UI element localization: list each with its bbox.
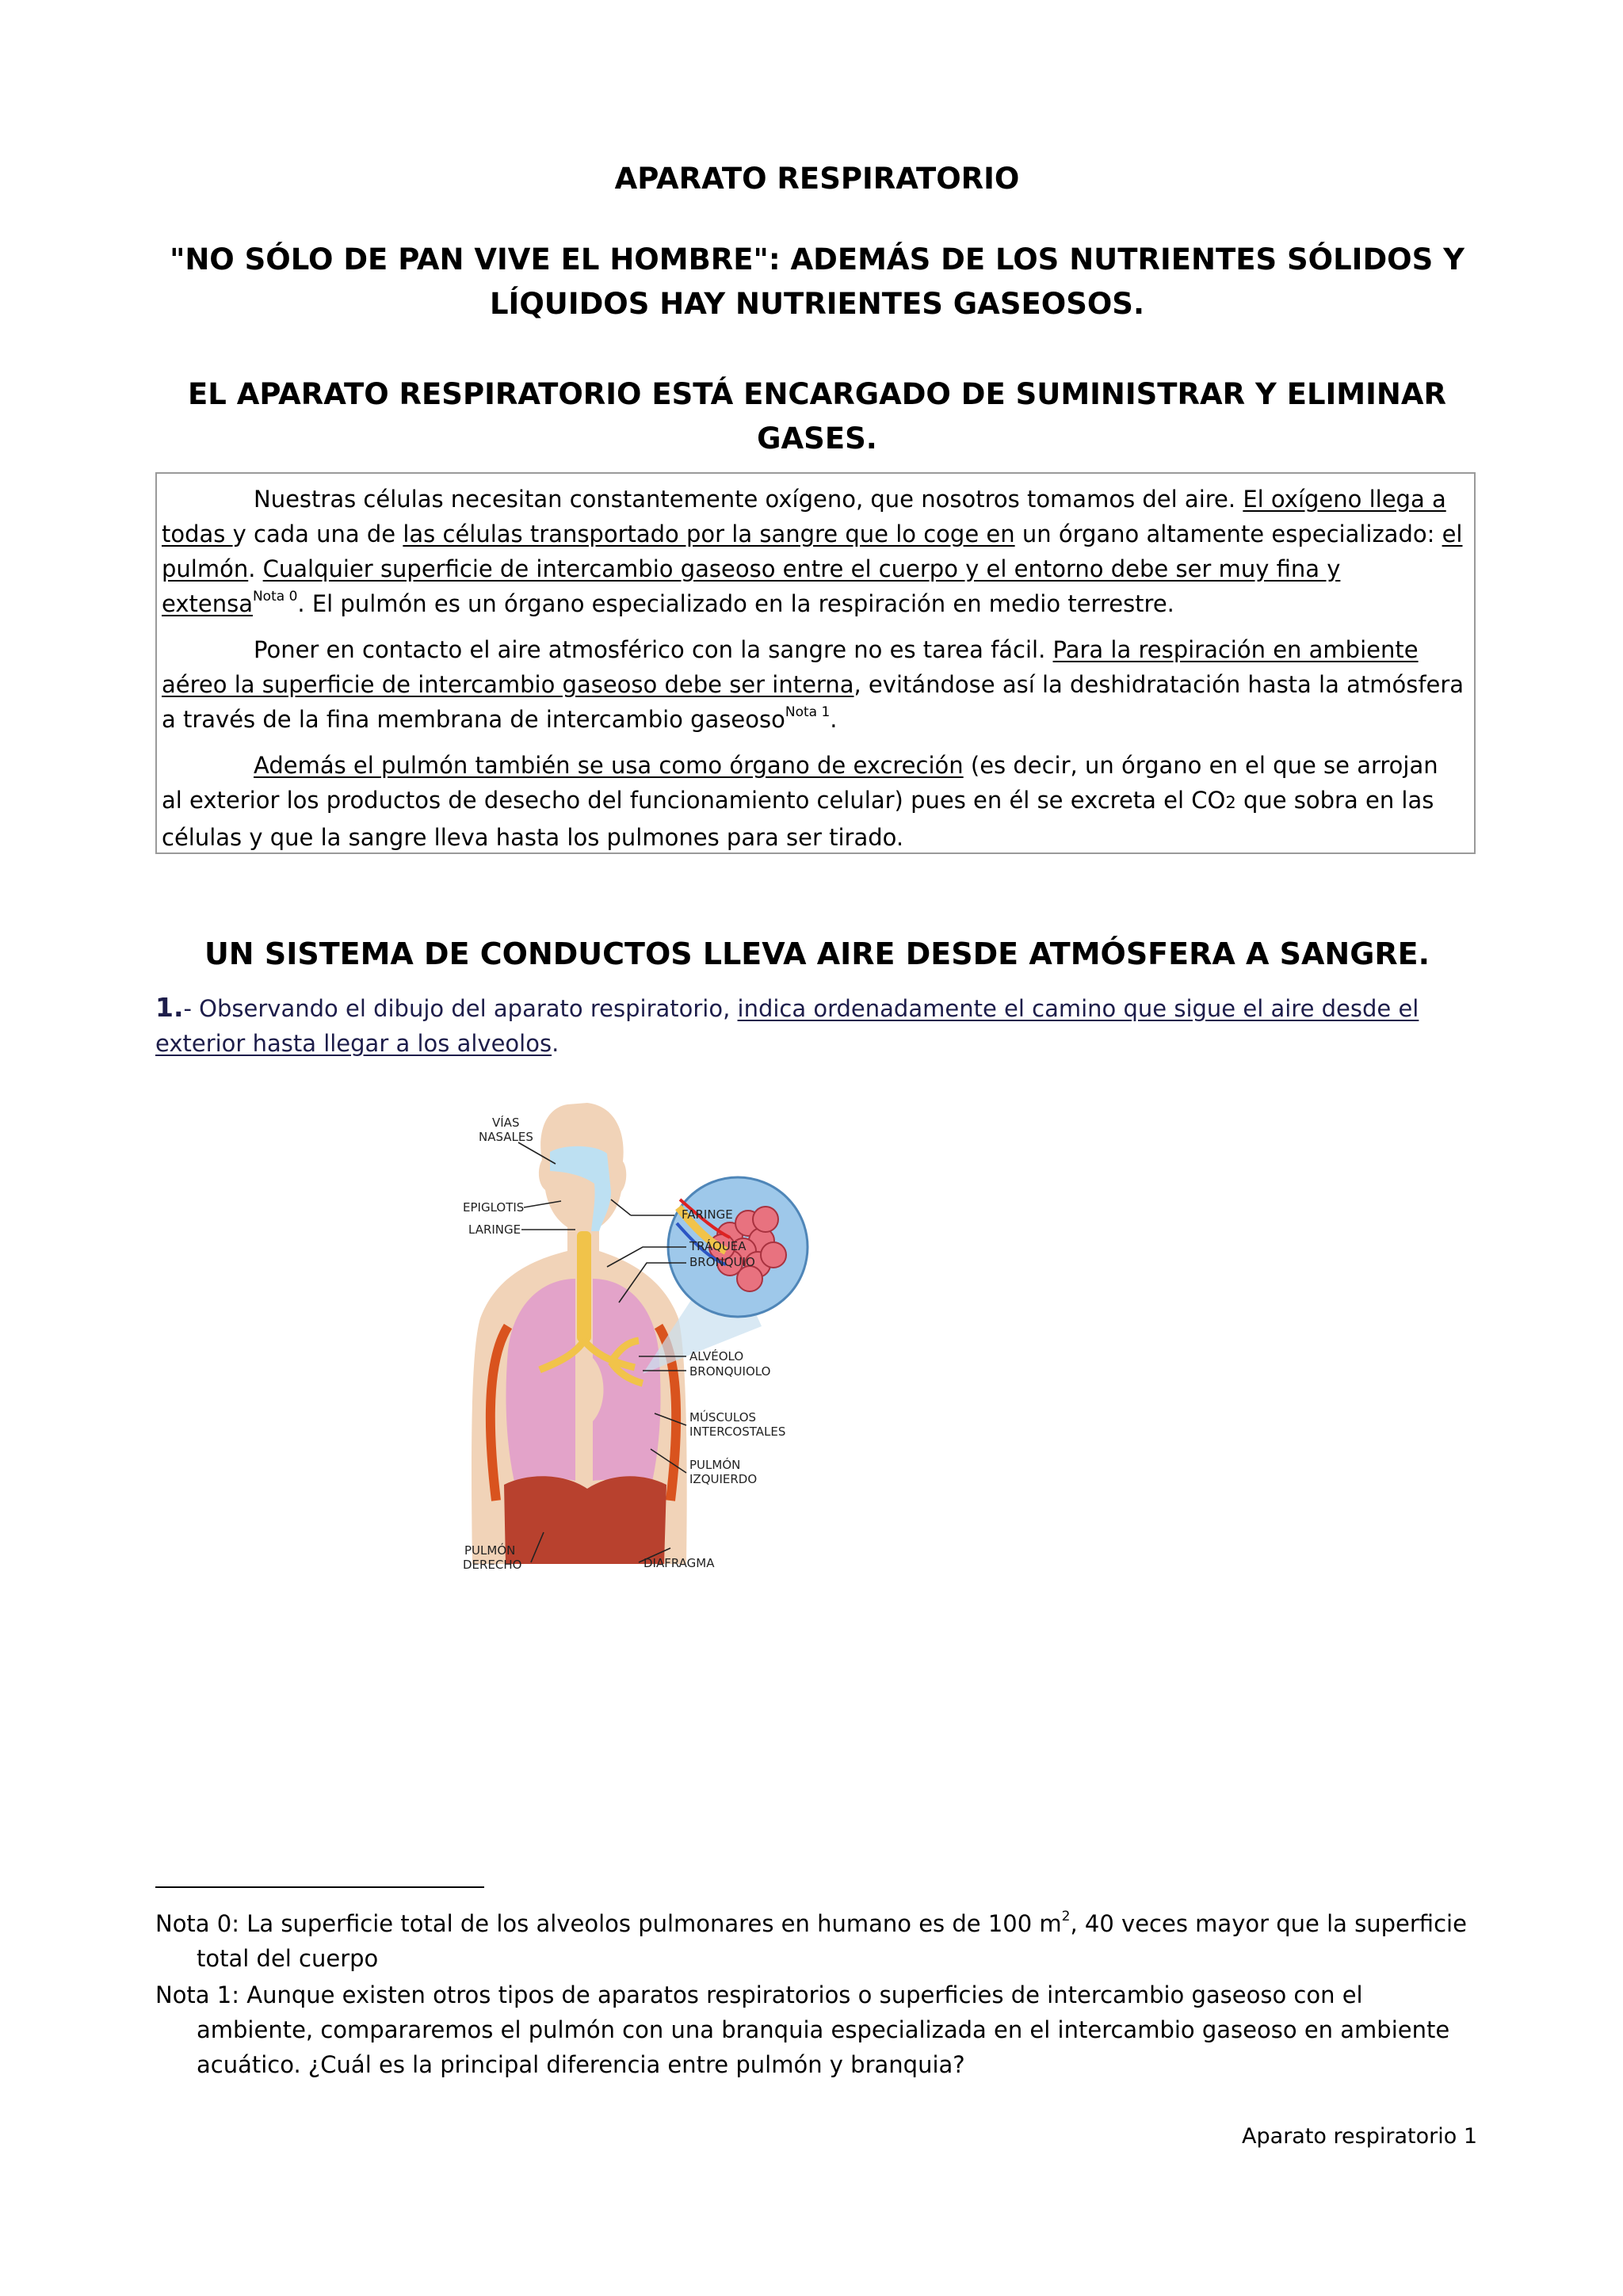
intro-paragraph-1 xyxy=(162,482,1465,621)
underlined-text: El oxígeno llega a todas xyxy=(162,486,1446,547)
underlined-text: Para la respiración en ambiente aéreo la superficie de intercambio gaseoso debe ser interna xyxy=(162,636,1419,698)
footnote-ref-nota-0: Nota 0 xyxy=(252,589,298,605)
alveolus xyxy=(753,1207,778,1232)
underlined-text: las células transportado por la sangre que lo coge en xyxy=(403,521,1015,547)
subtitle-function: EL APARATO RESPIRATORIO ESTÁ ENCARGADO DE SUMINISTRAR Y ELIMINAR GASES. xyxy=(187,377,1446,456)
text-run: , evitándose así la deshidratación hasta la atmósfera a través de la fina membrana de intercambio gaseoso xyxy=(162,671,1465,733)
intro-text-box xyxy=(155,472,1476,854)
footnote-separator xyxy=(155,1886,484,1888)
section-heading: UN SISTEMA DE CONDUCTOS LLEVA AIRE DESDE ATMÓSFERA A SANGRE. xyxy=(204,936,1430,971)
text-run: Nota 0: La superficie total de los alveolos pulmonares en humano es de 100 m xyxy=(155,1910,1062,1937)
text-run: un órgano altamente especializado: xyxy=(1014,521,1442,547)
intro-paragraph-3 xyxy=(162,748,1465,855)
text-run: Poner en contacto el aire atmosférico con la sangre no es tarea fácil. xyxy=(254,636,1053,663)
underlined-text: el pulmón xyxy=(162,521,1463,582)
trachea xyxy=(577,1231,591,1342)
label-pulmon-derecho: PULMÓN xyxy=(464,1543,516,1558)
text-run: . xyxy=(830,706,838,733)
diaphragm xyxy=(504,1476,666,1564)
footnote-nota-0 xyxy=(155,1906,1479,1976)
label-vias-nasales: VÍAS xyxy=(492,1116,520,1130)
text-run: (es decir, un órgano en el que se arrojan al exterior los productos de desecho del funcionamiento celular) pues en él se excreta el CO xyxy=(162,752,1438,814)
page-footer: Aparato respiratorio 1 xyxy=(1242,2124,1477,2149)
label-bronquio: BRONQUIO xyxy=(689,1255,755,1269)
text-run: , 40 veces mayor que la superficie total del cuerpo xyxy=(197,1910,1467,1972)
label-faringe: FARINGE xyxy=(682,1207,733,1222)
text-run: que sobra en las células y que la sangre lleva hasta los pulmones para ser tirado. xyxy=(162,787,1434,851)
question-1 xyxy=(155,990,1479,1061)
footnotes xyxy=(155,1906,1479,2084)
underlined-text: Cualquier superficie de intercambio gaseoso entre el cuerpo y el entorno debe ser muy fina y extensa xyxy=(162,555,1341,617)
label-musculos-intercostales: INTERCOSTALES xyxy=(689,1425,786,1439)
subtitle-nutrients: "NO SÓLO DE PAN VIVE EL HOMBRE": ADEMÁS DE LOS NUTRIENTES SÓLIDOS Y LÍQUIDOS HAY NUTRIENTES GASEOSOS. xyxy=(170,242,1465,321)
label-vias-nasales: NASALES xyxy=(479,1130,533,1144)
question-number: 1. xyxy=(155,992,184,1023)
respiratory-system-illustration xyxy=(449,1089,940,1611)
page-title: APARATO RESPIRATORIO xyxy=(614,162,1020,196)
text-run: . xyxy=(248,555,263,582)
co2-subscript: 2 xyxy=(1225,793,1236,812)
text-run: - Observando el dibujo del aparato respiratorio, xyxy=(183,995,738,1022)
label-laringe: LARINGE xyxy=(468,1222,521,1237)
label-epiglotis: EPIGLOTIS xyxy=(463,1200,525,1215)
label-bronquiolo: BRONQUIOLO xyxy=(689,1364,771,1379)
text-run: Nuestras células necesitan constantemente oxígeno, que nosotros tomamos del aire. xyxy=(254,486,1243,513)
label-traquea: TRÁQUEA xyxy=(689,1239,747,1253)
footnote-nota-1: Nota 1: Aunque existen otros tipos de aparatos respiratorios o superficies de intercambio gaseoso con el ambiente, compararemos el pulmón con una branquia especializada en el intercambio gaseoso en ambiente acuático. ¿Cuál es la principal diferencia entre pulmón y branquia? xyxy=(155,1981,1450,2078)
alveolus xyxy=(737,1266,762,1291)
alveolus xyxy=(761,1242,786,1268)
intro-paragraph-2 xyxy=(162,632,1465,737)
underlined-text: indica ordenadamente el camino que sigue el aire desde el exterior hasta llegar a los alveolos xyxy=(155,995,1419,1057)
label-pulmon-derecho: DERECHO xyxy=(463,1558,522,1572)
label-alveolo: ALVÉOLO xyxy=(689,1349,744,1363)
text-run: y cada una de xyxy=(232,521,403,547)
underlined-text: Además el pulmón también se usa como órgano de excreción xyxy=(254,752,964,779)
footnote-ref-nota-1: Nota 1 xyxy=(785,704,831,720)
superscript-2: 2 xyxy=(1061,1909,1071,1924)
label-pulmon-izquierdo: PULMÓN xyxy=(689,1458,741,1472)
label-musculos-intercostales: MÚSCULOS xyxy=(689,1410,757,1425)
label-diafragma: DIAFRAGMA xyxy=(643,1556,715,1570)
text-run: . El pulmón es un órgano especializado en la respiración en medio terrestre. xyxy=(297,590,1174,617)
label-pulmon-izquierdo: IZQUIERDO xyxy=(689,1472,758,1486)
text-run: . xyxy=(552,1030,559,1057)
